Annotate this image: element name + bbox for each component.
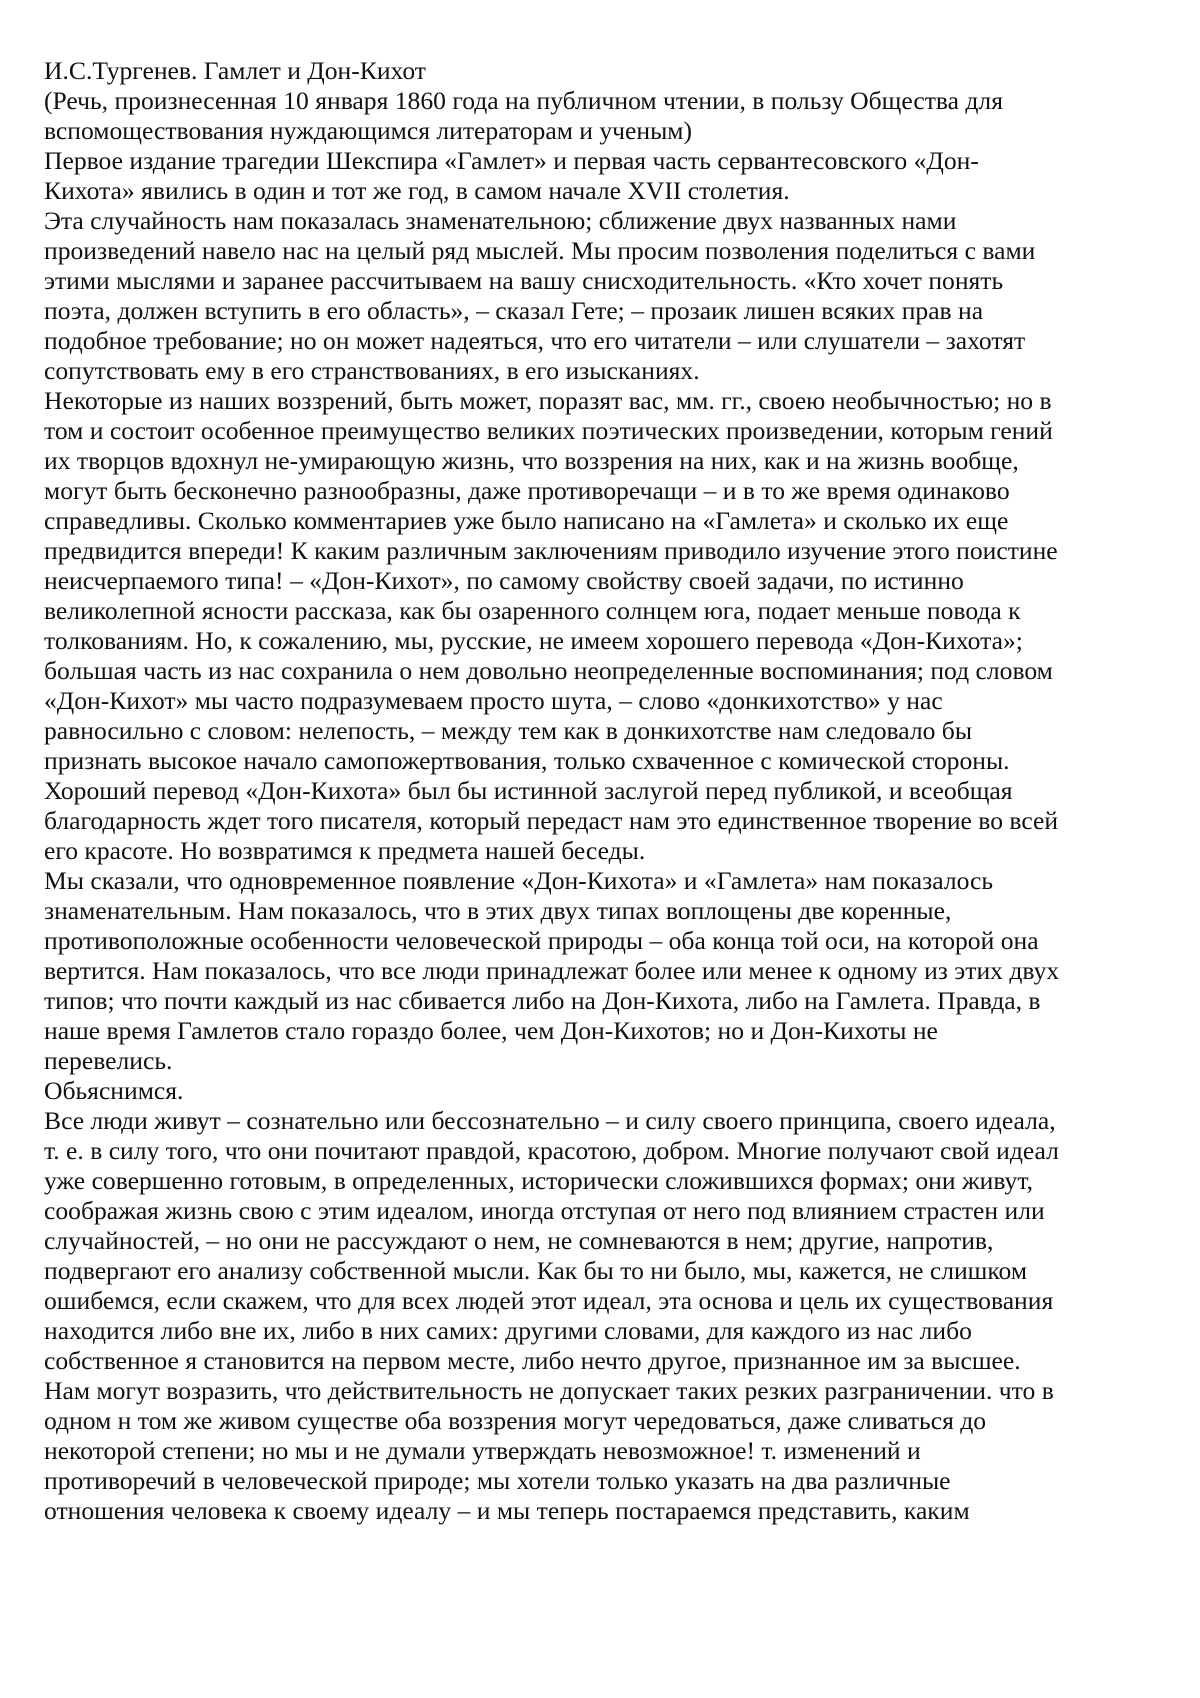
document-title: И.С.Тургенев. Гамлет и Дон-Кихот bbox=[44, 56, 426, 85]
text-line: благодарность ждет того писателя, который передаст нам это единственное творение во всей bbox=[44, 806, 1059, 835]
text-line: подобное требование; но он может надеяться, что его читатели – или слушатели – захотят bbox=[44, 326, 1026, 355]
text-line: большая часть из нас сохранила о нем довольно неопределенные воспоминания; под словом bbox=[44, 656, 1053, 685]
text-line: уже совершенно готовым, в определенных, исторически сложившихся формах; они живут, bbox=[44, 1166, 1034, 1195]
text-line: вспомоществования нуждающимся литераторам и ученым) bbox=[44, 116, 693, 145]
text-line: некоторой степени; но мы и не думали утверждать невозможное! т. изменений и bbox=[44, 1436, 921, 1465]
text-line: Все люди живут – сознательно или бессознательно – и силу своего принципа, своего идеала, bbox=[44, 1106, 1056, 1135]
text-line: противоречий в человеческой природе; мы хотели только указать на два различные bbox=[44, 1466, 951, 1495]
text-line: толкованиям. Но, к сожалению, мы, русские, не имеем хорошего перевода «Дон-Кихота»; bbox=[44, 626, 1023, 655]
text-line: могут быть бесконечно разнообразны, даже противоречащи – и в то же время одинаково bbox=[44, 476, 1010, 505]
text-line: противоположные особенности человеческой природы – оба конца той оси, на которой она bbox=[44, 926, 1039, 955]
text-line: Хороший перевод «Дон-Кихота» был бы истинной заслугой перед публикой, и всеобщая bbox=[44, 776, 1013, 805]
text-line: подвергают его анализу собственной мысли. Как бы то ни было, мы, кажется, не слишком bbox=[44, 1256, 1028, 1285]
text-line: вертится. Нам показалось, что все люди принадлежат более или менее к одному из этих двух bbox=[44, 956, 1060, 985]
text-line: неисчерпаемого типа! – «Дон-Кихот», по самому свойству своей задачи, по истинно bbox=[44, 566, 964, 595]
text-line: Первое издание трагедии Шекспира «Гамлет» и первая часть сервантесовского «Дон- bbox=[44, 146, 979, 175]
text-line: «Дон-Кихот» мы часто подразумеваем просто шута, – слово «донкихотство» у нас bbox=[44, 686, 943, 715]
text-line: этими мыслями и заранее рассчитываем на вашу снисходительность. «Кто хочет понять bbox=[44, 266, 1004, 295]
text-line: случайностей, – но они не рассуждают о нем, не сомневаются в нем; другие, напротив, bbox=[44, 1226, 994, 1255]
text-line: ошибемся, если скажем, что для всех людей этот идеал, эта основа и цель их существования bbox=[44, 1286, 1054, 1315]
text-line: одном н том же живом существе оба воззрения могут чередоваться, даже сливаться до bbox=[44, 1406, 987, 1435]
document-page bbox=[44, 56, 1174, 1526]
text-line: предвидится впереди! К каким различным заключениям приводило изучение этого поистине bbox=[44, 536, 1058, 565]
text-line: Эта случайность нам показалась знаменательною; сближение двух названных нами bbox=[44, 206, 957, 235]
text-line: отношения человека к своему идеалу – и мы теперь постараемся представить, каким bbox=[44, 1496, 970, 1525]
text-line: Обьяснимся. bbox=[44, 1076, 184, 1105]
text-line: признать высокое начало самопожертвования, только схваченное с комической стороны. bbox=[44, 746, 1010, 775]
text-line: соображая жизнь свою с этим идеалом, иногда отступая от него под влиянием страстен или bbox=[44, 1196, 1045, 1225]
text-line: произведений навело нас на целый ряд мыслей. Мы просим позволения поделиться с вами bbox=[44, 236, 1036, 265]
text-line: знаменательным. Нам показалось, что в этих двух типах воплощены две коренные, bbox=[44, 896, 952, 925]
text-line: Кихота» явились в один и тот же год, в самом начале XVII столетия. bbox=[44, 176, 790, 205]
text-line: т. е. в силу того, что они почитают правдой, красотою, добром. Многие получают свой идеал bbox=[44, 1136, 1059, 1165]
text-line: Некоторые из наших воззрений, быть может, поразят вас, мм. гг., своею необычностью; но в bbox=[44, 386, 1052, 415]
text-line: его красоте. Но возвратимся к предмета нашей беседы. bbox=[44, 836, 646, 865]
text-line: собственное я становится на первом месте, либо нечто другое, признанное им за высшее. bbox=[44, 1346, 1021, 1375]
text-line: Нам могут возразить, что действительность не допускает таких резких разграничении. что в bbox=[44, 1376, 1054, 1405]
text-line: поэта, должен вступить в его область», – сказал Гете; – прозаик лишен всяких прав на bbox=[44, 296, 984, 325]
text-line: их творцов вдохнул не-умирающую жизнь, что воззрения на них, как и на жизнь вообще, bbox=[44, 446, 1019, 475]
text-line: типов; что почти каждый из нас сбивается либо на Дон-Кихота, либо на Гамлета. Правда, в bbox=[44, 986, 1041, 1015]
text-line: наше время Гамлетов стало гораздо более, чем Дон-Кихотов; но и Дон-Кихоты не bbox=[44, 1016, 938, 1045]
text-line: великолепной ясности рассказа, как бы озаренного солнцем юга, подает меньше повода к bbox=[44, 596, 1021, 625]
text-line: перевелись. bbox=[44, 1046, 173, 1075]
text-line: Мы сказали, что одновременное появление «Дон-Кихота» и «Гамлета» нам показалось bbox=[44, 866, 994, 895]
text-line: сопутствовать ему в его странствованиях, в его изысканиях. bbox=[44, 356, 700, 385]
text-line: находится либо вне их, либо в них самих: другими словами, для каждого из нас либо bbox=[44, 1316, 972, 1345]
text-line: том и состоит особенное преимущество великих поэтических произведении, которым гений bbox=[44, 416, 1053, 445]
text-line: (Речь, произнесенная 10 января 1860 года на публичном чтении, в пользу Общества для bbox=[44, 86, 1003, 115]
text-line: равносильно с словом: нелепость, – между тем как в донкихотстве нам следовало бы bbox=[44, 716, 973, 745]
text-line: справедливы. Сколько комментариев уже было написано на «Гамлета» и сколько их еще bbox=[44, 506, 1009, 535]
